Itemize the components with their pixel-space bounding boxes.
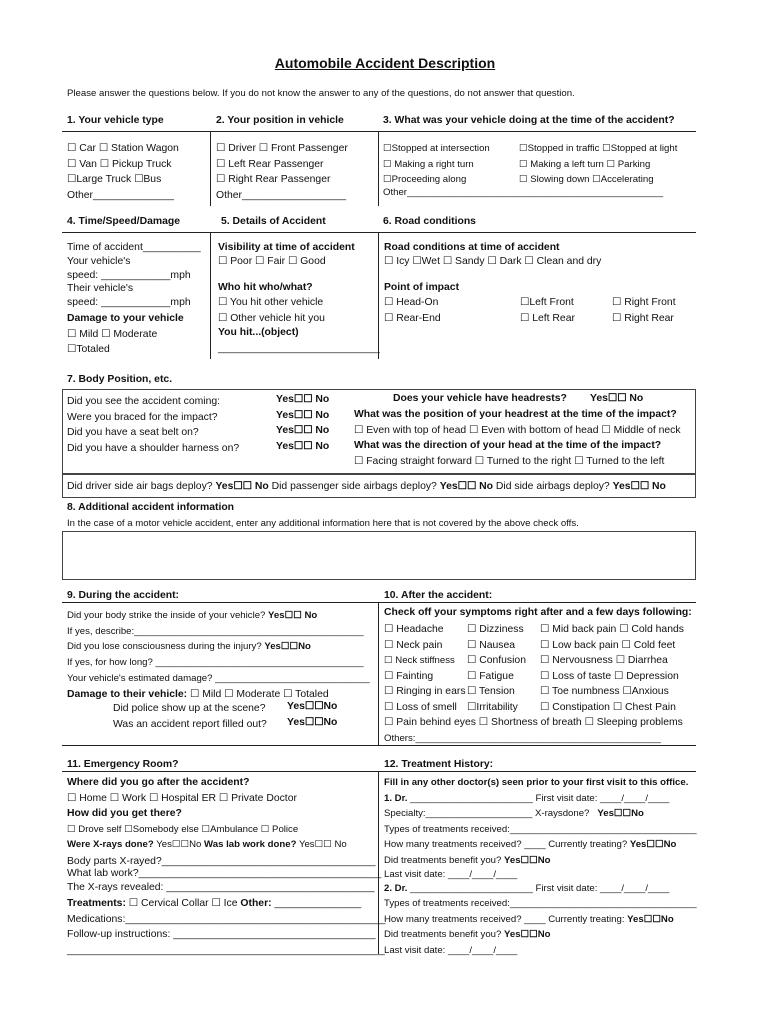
section-6-header: 6. Road conditions [383,216,476,227]
question-braced: Were you braced for the impact? [67,411,218,423]
xray-done-label: X-raysdone? [534,808,590,820]
driver-airbag-question: Did driver side air bags deploy? [67,481,213,492]
yes-no-checkbox[interactable]: Yes☐☐No [156,839,202,851]
their-damage-label: Damage to their vehicle: [67,688,188,700]
yes-no-checkbox[interactable]: Yes☐☐No [504,854,551,866]
headrest-position-question: What was the position of your headrest at the time of the impact? [354,409,677,420]
who-hit-label: Who hit who/what? [218,282,313,293]
blank-line[interactable]: _______________________________________________________ [67,944,385,956]
headrest-position-options[interactable]: ☐ Even with top of head ☐ Even with bottom of head ☐ Middle of neck [354,425,681,436]
symptom-option[interactable]: ☐ Nausea [467,639,516,651]
symptom-option[interactable]: ☐ Headache [384,624,444,635]
impact-option[interactable]: ☐ Right Front [612,297,676,308]
body-strike-question: Did your body strike the inside of your vehicle? [67,610,266,621]
impact-option[interactable]: ☐ Left Rear [520,312,575,324]
question-harness: Did you have a shoulder harness on? [67,442,240,454]
who-hit-option[interactable]: ☐ You hit other vehicle [218,297,324,308]
other-label: Other: [240,897,272,909]
yes-no-checkbox[interactable]: Yes☐☐ No [298,839,347,851]
vehicle-action-option[interactable]: ☐Proceeding along [383,174,467,185]
section-7-header: 7. Body Position, etc. [67,374,173,385]
symptom-option[interactable]: ☐ Nervousness ☐ Diarrhea [540,655,668,666]
doctor-1-field[interactable]: _______________________ [410,792,533,804]
vehicle-type-option[interactable]: ☐Large Truck ☐Bus [67,174,162,185]
yes-no-checkbox[interactable]: Yes☐☐ No [276,409,330,421]
other-symptoms-field[interactable]: Others:______________________________________________ [384,732,661,744]
treatment-options[interactable]: ☐ Cervical Collar ☐ Ice [128,897,238,909]
symptom-option[interactable]: ☐ Pain behind eyes ☐ Shortness of breath ☐ Sleeping problems [384,717,683,728]
road-conditions-label: Road conditions at time of accident [384,242,560,253]
treatments-count-field[interactable]: How many treatments received? ____ Currently treating: [384,913,625,925]
yes-no-checkbox[interactable]: Yes☐☐No [287,716,338,728]
divider [62,232,696,233]
section-8-description: In the case of a motor vehicle accident, enter any additional information here that is not covered by the above check offs. [67,518,579,529]
symptom-option[interactable]: ☐ Tension [467,686,515,697]
where-label: Where did you go after the accident? [67,777,250,788]
damage-totaled-option[interactable]: ☐Totaled [67,343,110,355]
divider [378,132,379,206]
instructions: Please answer the questions below. If you do not know the answer to any of the questions, do not answer that question. [67,88,575,99]
visibility-label: Visibility at time of accident [218,242,355,253]
yes-no-checkbox[interactable]: Yes☐☐No [264,641,311,653]
yes-no-checkbox[interactable]: Yes☐☐No [597,808,644,820]
yes-no-checkbox[interactable]: Yes☐☐No [629,839,677,851]
divider [62,131,696,132]
yes-no-checkbox[interactable]: Yes☐☐No [627,913,674,925]
vehicle-action-option[interactable]: ☐ Making a left turn ☐ Parking [519,158,651,170]
treatments-label: Treatments: [67,897,126,909]
treatments-count-field[interactable]: How many treatments received? ____ Currently treating? [384,839,628,851]
divider [62,771,696,772]
vehicle-type-option[interactable]: ☐ Van ☐ Pickup Truck [67,158,172,170]
hit-object-label: You hit...(object) [218,327,299,338]
section-3-header: 3. What was your vehicle doing at the time of the accident? [383,115,675,126]
symptom-option[interactable]: ☐ Neck stiffness [384,655,455,666]
vehicle-type-other-field[interactable]: Other______________ [67,189,174,201]
point-of-impact-label: Point of impact [384,282,460,293]
how-label: How did you get there? [67,808,182,820]
xray-question: Were X-rays done? [67,839,154,851]
symptom-option[interactable]: ☐ Toe numbness ☐Anxious [540,686,669,697]
symptom-option[interactable]: ☐ Loss of smell [384,701,457,713]
vehicle-action-option[interactable]: ☐ Making a right turn [383,158,474,170]
yes-no-checkbox[interactable]: Yes☐☐ No [276,440,330,452]
section-8-header: 8. Additional accident information [67,502,235,513]
yes-no-checkbox[interactable]: Yes☐☐ No [439,481,494,492]
symptom-option[interactable]: ☐ Loss of taste ☐ Depression [540,670,679,682]
treatment-types-field[interactable]: Types of treatments received:___________________________________ [384,898,697,910]
report-question: Was an accident report filled out? [113,718,267,730]
doctor-2-label: 2. Dr. [384,882,408,894]
benefit-question: Did treatments benefit you? [384,929,502,941]
doctor-1-label: 1. Dr. [384,792,408,804]
symptom-option[interactable]: ☐ Constipation ☐ Chest Pain [540,701,676,713]
symptom-option[interactable]: ☐ Ringing in ears [384,686,466,697]
divider [210,132,211,206]
first-visit-field[interactable]: First visit date: ____/____/____ [535,882,670,894]
section-2-header: 2. Your position in vehicle [216,115,344,126]
road-conditions-options[interactable]: ☐ Icy ☐Wet ☐ Sandy ☐ Dark ☐ Clean and dry [384,256,602,267]
their-speed-label: Their vehicle's [67,283,134,295]
yes-no-checkbox[interactable]: Yes☐☐ No [590,393,644,404]
yes-no-checkbox[interactable]: Yes☐☐No [287,701,338,712]
section-12-header: 12. Treatment History: [384,759,494,770]
symptom-option[interactable]: ☐ Fatigue [467,670,514,682]
yes-no-checkbox[interactable]: Yes☐☐ No [276,425,330,436]
yes-no-checkbox[interactable]: Yes☐☐ No [612,481,666,492]
head-direction-options[interactable]: ☐ Facing straight forward ☐ Turned to the right ☐ Turned to the left [354,456,665,467]
lab-question: Was lab work done? [204,839,297,851]
specialty-field[interactable]: Specialty:____________________ [384,808,533,820]
where-options[interactable]: ☐ Home ☐ Work ☐ Hospital ER ☐ Private Doctor [67,792,297,804]
visibility-options[interactable]: ☐ Poor ☐ Fair ☐ Good [218,256,326,267]
section-9-header: 9. During the accident: [67,590,180,601]
yes-no-checkbox[interactable]: Yes☐☐No [504,929,551,941]
divider [378,603,379,745]
vehicle-type-option[interactable]: ☐ Car ☐ Station Wagon [67,143,179,154]
section-1-header: 1. Your vehicle type [67,115,164,126]
vehicle-action-option[interactable]: ☐ Slowing down ☐Accelerating [519,174,654,185]
vehicle-action-option[interactable]: ☐Stopped in traffic ☐Stopped at light [519,143,678,154]
time-of-accident-field[interactable]: Time of accident__________ [67,242,201,253]
additional-info-textarea[interactable] [62,531,696,580]
treatment-history-lead: Fill in any other doctor(s) seen prior to your first visit to this office. [384,777,689,788]
symptom-option[interactable]: ☐ Mid back pain ☐ Cold hands [540,624,684,635]
section-4-header: 4. Time/Speed/Damage [67,216,180,227]
doctor-2-field[interactable]: _______________________ [410,882,533,894]
question-seat-belt: Did you have a seat belt on? [67,427,199,438]
their-speed-field[interactable]: speed: ____________mph [67,297,191,309]
impact-option[interactable]: ☐ Rear-End [384,312,441,324]
impact-option[interactable]: ☐ Right Rear [612,312,674,324]
page-title: Automobile Accident Description [274,55,496,71]
body-parts-field[interactable]: Body parts X-rayed?_____________________________________ [67,855,376,867]
side-airbag-question: Did side airbags deploy? [495,481,610,492]
symptom-option[interactable]: ☐ Fainting [384,670,434,682]
last-visit-field[interactable]: Last visit date: ____/____/____ [384,944,518,956]
who-hit-option[interactable]: ☐ Other vehicle hit you [218,312,325,324]
treatment-types-field[interactable]: Types of treatments received:___________________________________ [384,823,697,835]
symptoms-lead: Check off your symptoms right after and a few days following: [384,607,692,618]
divider [210,233,211,359]
benefit-question: Did treatments benefit you? [384,854,502,866]
yes-no-checkbox[interactable]: Yes☐☐ No [268,610,318,621]
hit-object-field[interactable]: ____________________________ [218,343,380,354]
headrest-question: Does your vehicle have headrests? [393,393,567,404]
yes-no-checkbox[interactable]: Yes☐☐ No [276,394,330,405]
question-see-accident: Did you see the accident coming: [67,396,221,407]
estimated-damage-field[interactable]: Your vehicle's estimated damage? _____________________________ [67,672,370,684]
divider [62,602,696,603]
impact-option[interactable]: ☐ Head-On [384,297,439,308]
your-speed-label: Your vehicle's [67,255,131,267]
describe-field[interactable]: If yes, describe:___________________________________________ [67,625,364,637]
vehicle-action-option[interactable]: ☐Stopped at intersection [383,143,490,154]
police-question: Did police show up at the scene? [113,703,266,714]
medications-field[interactable]: Medications:_____________________________________________ [67,913,386,925]
follow-up-field[interactable]: Follow-up instructions: ___________________________________ [67,929,376,941]
your-speed-field[interactable]: speed: ____________mph [67,269,191,281]
how-options[interactable]: ☐ Drove self ☐Somebody else ☐Ambulance ☐ Police [67,823,299,835]
symptom-option[interactable]: ☐Irritability [467,701,518,713]
section-10-header: 10. After the accident: [384,590,493,601]
consciousness-question: Did you lose consciousness during the injury? [67,641,262,653]
symptom-option[interactable]: ☐ Neck pain [384,639,443,651]
last-visit-field[interactable]: Last visit date: ____/____/____ [384,868,518,880]
impact-option[interactable]: ☐Left Front [520,297,574,308]
position-option[interactable]: ☐ Left Rear Passenger [216,158,324,170]
passenger-airbag-question: Did passenger side airbags deploy? [271,481,437,492]
section-11-header: 11. Emergency Room? [67,759,179,770]
position-other-field[interactable]: Other__________________ [216,189,347,201]
section-5-header: 5. Details of Accident [221,216,326,227]
damage-label: Damage to your vehicle [67,312,184,324]
their-damage-options[interactable]: ☐ Mild ☐ Moderate ☐ Totaled [190,688,329,700]
how-long-field[interactable]: If yes, for how long? _______________________________________ [67,657,364,669]
vehicle-action-other-field[interactable]: Other________________________________________________ [383,187,664,198]
first-visit-field[interactable]: First visit date: ____/____/____ [535,792,670,804]
head-direction-question: What was the direction of your head at the time of the impact? [354,440,662,451]
xray-revealed-field[interactable]: The X-rays revealed: ____________________________________ [67,881,375,893]
damage-options[interactable]: ☐ Mild ☐ Moderate [67,328,158,340]
other-treatment-field[interactable]: _______________ [274,897,362,909]
position-option[interactable]: ☐ Right Rear Passenger [216,174,331,185]
position-option[interactable]: ☐ Driver ☐ Front Passenger [216,143,348,154]
yes-no-checkbox[interactable]: Yes☐☐ No [215,481,269,492]
symptom-option[interactable]: ☐ Confusion [467,655,526,666]
lab-work-field[interactable]: What lab work?__________________________________________ [67,867,382,879]
symptom-option[interactable]: ☐ Dizziness [467,624,524,635]
symptom-option[interactable]: ☐ Low back pain ☐ Cold feet [540,639,676,651]
